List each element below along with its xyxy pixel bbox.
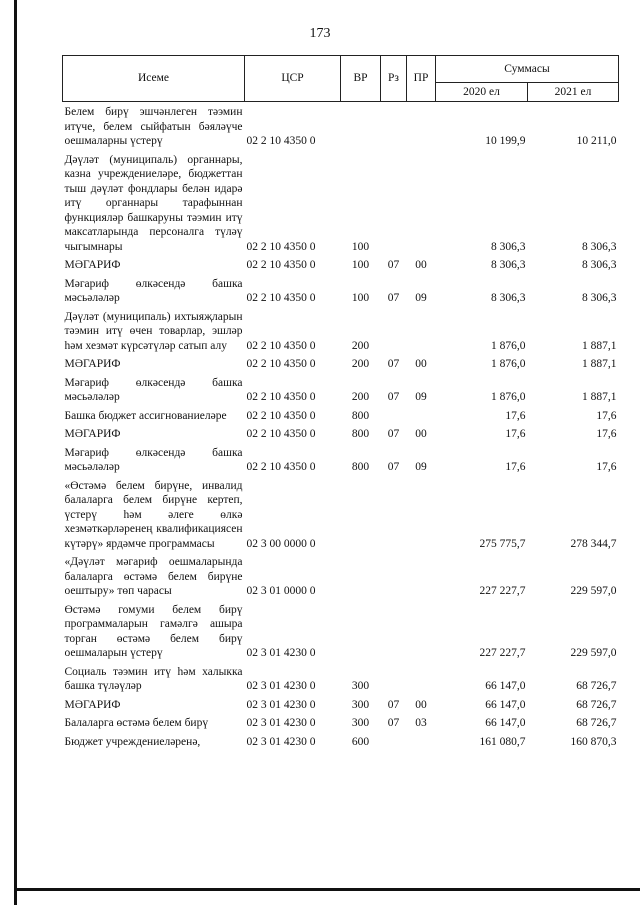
row-pr [407, 662, 436, 695]
table-body [63, 102, 619, 751]
row-rz [381, 476, 407, 553]
header-vr: ВР [341, 56, 381, 102]
row-rz [381, 406, 407, 425]
row-csr: 02 3 00 0000 0 [246, 537, 316, 550]
table-row [63, 695, 619, 714]
row-csr: 02 2 10 4350 0 [246, 135, 316, 147]
table-row [63, 150, 619, 256]
row-rz: 07 [387, 698, 400, 711]
row-sum-2021: 229 597,0 [570, 585, 617, 597]
row-sum-2021: 8 306,3 [582, 292, 617, 304]
table-row [63, 274, 619, 307]
row-sum-2021: 10 211,0 [576, 135, 617, 147]
row-sum-2020: 8 306,3 [491, 292, 526, 304]
row-sum-2021: 68 726,7 [576, 717, 617, 729]
row-sum-2020: 17,6 [505, 428, 526, 440]
row-name: Мәгариф өлкәсендә башка мәсьәләләр [64, 446, 243, 473]
row-name: МӘГАРИФ [64, 259, 121, 271]
row-rz: 07 [387, 428, 400, 440]
header-rz: Рз [381, 56, 407, 102]
row-rz [381, 307, 407, 355]
row-rz [381, 150, 407, 256]
row-sum-2021: 68 726,7 [576, 680, 617, 692]
row-name: «Дәүләт мәгариф оешмаларында балаларга өстәмә белем бирүне оештыру» төп чарасы [64, 556, 243, 597]
row-name: Мәгариф өлкәсендә башка мәсьәләләр [64, 376, 243, 403]
row-rz [381, 102, 407, 150]
row-vr: 100 [351, 292, 370, 304]
row-rz: 07 [387, 461, 400, 473]
row-rz [381, 600, 407, 662]
row-rz: 07 [387, 358, 400, 370]
table-row [63, 354, 619, 373]
row-csr: 02 2 10 4350 0 [246, 461, 316, 473]
row-rz [381, 662, 407, 695]
row-pr: 00 [415, 428, 427, 440]
row-sum-2020: 66 147,0 [485, 680, 526, 692]
row-pr [407, 406, 436, 425]
row-csr: 02 3 01 4230 0 [246, 647, 316, 659]
row-sum-2021: 1 887,1 [582, 358, 617, 370]
row-csr: 02 2 10 4350 0 [246, 240, 316, 253]
row-pr: 00 [415, 259, 427, 271]
row-name: Социаль тәэмин итү һәм халыкка башка түләүләр [64, 665, 243, 692]
header-2021: 2021 ел [528, 83, 619, 102]
row-pr: 00 [415, 358, 427, 370]
row-vr: 800 [351, 409, 370, 422]
row-vr: 300 [351, 698, 370, 711]
header-name: Исеме [63, 56, 245, 102]
row-sum-2020: 1 876,0 [491, 339, 526, 352]
table-row [63, 424, 619, 443]
left-border-line [14, 0, 17, 905]
row-vr: 200 [351, 339, 370, 352]
row-sum-2021: 229 597,0 [570, 647, 617, 659]
row-csr: 02 2 10 4350 0 [246, 358, 316, 370]
row-sum-2021: 68 726,7 [576, 698, 617, 711]
row-csr: 02 3 01 0000 0 [246, 585, 316, 597]
row-vr [341, 102, 381, 150]
row-sum-2020: 227 227,7 [479, 585, 526, 597]
table-header [63, 56, 619, 102]
page-number: 173 [309, 26, 331, 41]
row-name: Өстәмә гомуми белем бирү программаларын гамәлгә ашыра торган өстәмә белем бирү оешмаларын үстерү [64, 603, 243, 659]
row-rz: 07 [387, 717, 400, 729]
row-pr [407, 102, 436, 150]
row-name: Белем бирү эшчәнлеген тәэмин итүче, белем сыйфатын бәяләүче оешмаларны үстерү [64, 106, 243, 147]
row-sum-2020: 161 080,7 [479, 735, 526, 748]
row-sum-2021: 8 306,3 [582, 259, 617, 271]
row-sum-2021: 17,6 [596, 461, 617, 473]
row-vr [341, 476, 381, 553]
row-vr [341, 552, 381, 600]
row-sum-2020: 66 147,0 [485, 717, 526, 729]
row-pr [407, 552, 436, 600]
table-row [63, 662, 619, 695]
row-pr: 09 [415, 461, 427, 473]
table-row [63, 476, 619, 553]
table-row [63, 255, 619, 274]
row-vr: 600 [351, 735, 370, 748]
row-csr: 02 3 01 4230 0 [246, 680, 316, 692]
header-sums: Суммасы [436, 56, 619, 83]
row-vr: 300 [351, 680, 370, 692]
row-name: «Өстәмә белем бирүне, инвалид балаларга белем бирүне кертеп, үстерү һәм әлеге өлкә хезмәткәрләренең квалификациясен күтәрү» ярдәмче программасы [64, 479, 243, 550]
row-vr: 100 [351, 240, 370, 253]
table-row [63, 373, 619, 406]
row-sum-2020: 8 306,3 [491, 259, 526, 271]
table-row [63, 406, 619, 425]
row-pr [407, 307, 436, 355]
row-name: Балаларга өстәмә белем бирү [64, 717, 209, 729]
row-sum-2020: 8 306,3 [491, 240, 526, 253]
budget-table [62, 55, 619, 750]
row-pr: 03 [415, 717, 427, 729]
row-vr: 100 [351, 259, 370, 271]
row-sum-2020: 1 876,0 [491, 358, 526, 370]
row-vr: 800 [351, 461, 370, 473]
row-sum-2020: 66 147,0 [485, 698, 526, 711]
row-sum-2020: 227 227,7 [479, 647, 526, 659]
row-pr [407, 600, 436, 662]
header-csr: ЦСР [245, 56, 341, 102]
row-rz [381, 732, 407, 751]
row-rz [381, 552, 407, 600]
row-pr: 09 [415, 292, 427, 304]
row-sum-2020: 275 775,7 [479, 537, 526, 550]
row-name: Дәүләт (муниципаль) ихтыяҗларын тәэмин итү өчен товарлар, эшләр һәм хезмәт күрсәтүләр сатып алу [64, 310, 243, 352]
row-pr [407, 732, 436, 751]
row-sum-2021: 278 344,7 [570, 537, 617, 550]
row-vr: 200 [351, 391, 370, 403]
row-sum-2021: 1 887,1 [582, 339, 617, 352]
table-row [63, 443, 619, 476]
header-pr: ПР [407, 56, 436, 102]
row-csr: 02 2 10 4350 0 [246, 292, 316, 304]
table-row [63, 102, 619, 150]
row-csr: 02 2 10 4350 0 [246, 259, 316, 271]
row-pr [407, 150, 436, 256]
table-row [63, 307, 619, 355]
row-rz: 07 [387, 292, 400, 304]
row-pr: 09 [415, 391, 427, 403]
row-vr: 200 [351, 358, 370, 370]
row-sum-2020: 10 199,9 [485, 135, 526, 147]
row-sum-2020: 17,6 [505, 409, 526, 422]
row-sum-2021: 17,6 [596, 409, 617, 422]
row-csr: 02 2 10 4350 0 [246, 428, 316, 440]
row-csr: 02 2 10 4350 0 [246, 409, 316, 422]
row-rz: 07 [387, 391, 400, 403]
table-row [63, 552, 619, 600]
row-name: Дәүләт (муниципаль) органнары, казна учреждениеләре, бюджеттан тыш дәүләт фондлары белән идарә итү органнары тарафыннан функцияләр башкаруны тәэмин итү максатларында персоналга түләү чыгымнары [64, 153, 243, 253]
row-csr: 02 3 01 4230 0 [246, 698, 316, 711]
row-vr: 300 [351, 717, 370, 729]
row-name: Мәгариф өлкәсендә башка мәсьәләләр [64, 277, 243, 304]
table-row [63, 732, 619, 751]
row-csr: 02 2 10 4350 0 [246, 391, 316, 403]
row-sum-2020: 17,6 [505, 461, 526, 473]
row-name: МӘГАРИФ [64, 698, 121, 711]
table-row [63, 713, 619, 732]
row-pr [407, 476, 436, 553]
table-row [63, 600, 619, 662]
row-name: Башка бюджет ассигнованиеләре [64, 409, 227, 422]
row-sum-2021: 8 306,3 [582, 240, 617, 253]
row-sum-2021: 1 887,1 [582, 391, 617, 403]
row-sum-2021: 160 870,3 [570, 735, 617, 748]
header-2020: 2020 ел [436, 83, 528, 102]
bottom-border-line [14, 888, 640, 891]
row-rz: 07 [387, 259, 400, 271]
row-csr: 02 3 01 4230 0 [246, 735, 316, 748]
row-csr: 02 3 01 4230 0 [246, 717, 316, 729]
row-name: МӘГАРИФ [64, 358, 121, 370]
row-pr: 00 [415, 698, 427, 711]
row-name: МӘГАРИФ [64, 428, 121, 440]
row-sum-2021: 17,6 [596, 428, 617, 440]
row-name: Бюджет учреждениеләренә, [64, 735, 201, 748]
row-vr [341, 600, 381, 662]
row-vr: 800 [351, 428, 370, 440]
row-csr: 02 2 10 4350 0 [246, 339, 316, 352]
row-sum-2020: 1 876,0 [491, 391, 526, 403]
